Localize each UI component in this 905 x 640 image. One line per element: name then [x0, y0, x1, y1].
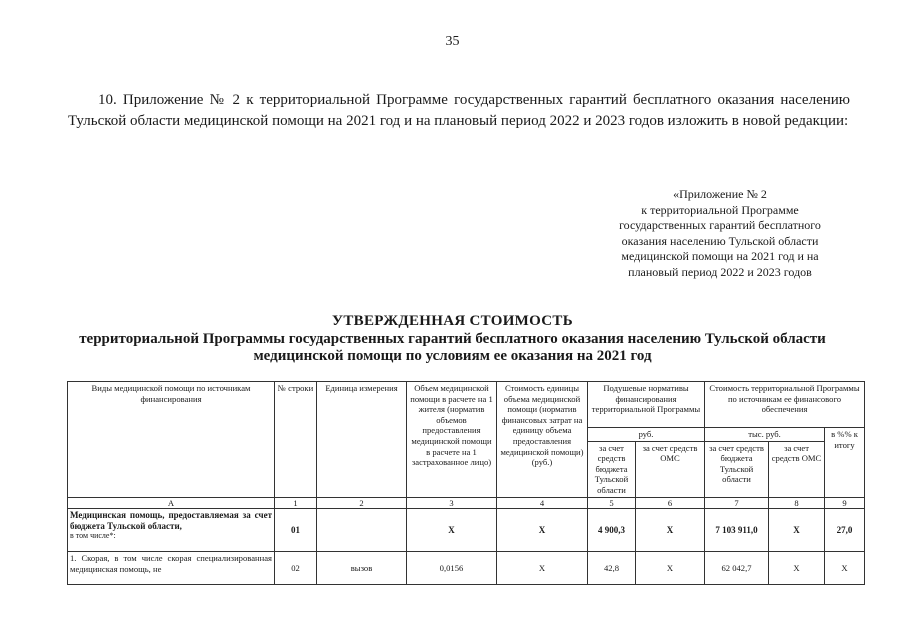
- column-index: 6: [636, 497, 705, 509]
- appendix-line: оказания населению Тульской области: [621, 233, 819, 248]
- column-index: 7: [705, 497, 769, 509]
- row-name-note: в том числе*:: [70, 531, 116, 541]
- table-row: [68, 552, 865, 585]
- row-cost-budget: 62 042,7: [705, 552, 769, 585]
- row-no: 01: [275, 509, 317, 552]
- column-index: 9: [825, 497, 865, 509]
- header-per-capita: Подушевые нормативы финансирования территориальной Программы: [588, 382, 705, 428]
- table-row: [68, 509, 865, 552]
- row-per-capita-budget: 4 900,3: [588, 509, 636, 552]
- header-types: Виды медицинской помощи по источникам финансирования: [68, 382, 275, 498]
- row-per-capita-budget: 42,8: [588, 552, 636, 585]
- header-percent: в %% к итогу: [825, 428, 865, 498]
- header-volume: Объем медицинской помощи в расчете на 1 жителя (норматив объемов предоставления медицинской помощи в расчете на 1 застрахованное лицо): [407, 382, 497, 498]
- row-unit: вызов: [317, 552, 407, 585]
- appendix-line: медицинской помощи на 2021 год и на: [621, 249, 819, 263]
- row-name-cell: [68, 509, 275, 552]
- column-index: 1: [275, 497, 317, 509]
- header-cost-oms: за счет средств ОМС: [769, 441, 825, 497]
- appendix-line: «Приложение № 2: [673, 187, 767, 201]
- header-per-capita-unit: руб.: [588, 428, 705, 442]
- header-row-no: № строки: [275, 382, 317, 498]
- appendix-line: к территориальной Программе: [641, 202, 799, 217]
- column-index: 5: [588, 497, 636, 509]
- row-name: Медицинская помощь, предоставляемая за счет бюджета Тульской области,: [70, 510, 272, 531]
- appendix-line: государственных гарантий бесплатного: [619, 218, 821, 232]
- header-unit: Единица измерения: [317, 382, 407, 498]
- row-per-capita-oms: Х: [636, 552, 705, 585]
- column-index: 4: [497, 497, 588, 509]
- row-name: 1. Скорая, в том числе скорая специализированная медицинская помощь, не: [68, 552, 275, 585]
- header-per-capita-oms: за счет средств ОМС: [636, 441, 705, 497]
- row-volume: 0,0156: [407, 552, 497, 585]
- document-subtitle-line-1: территориальной Программы государственных гарантий бесплатного оказания населению Тульской области: [79, 331, 826, 347]
- row-unit: [317, 509, 407, 552]
- row-no: 02: [275, 552, 317, 585]
- appendix-line: плановый период 2022 и 2023 годов: [628, 264, 812, 279]
- header-cost: Стоимость территориальной Программы по источникам ее финансового обеспечения: [705, 382, 865, 428]
- column-index: А: [68, 497, 275, 509]
- header-cost-budget: за счет средств бюджета Тульской области: [705, 441, 769, 497]
- row-unit-cost: Х: [497, 552, 588, 585]
- column-index: 8: [769, 497, 825, 509]
- document-title: УТВЕРЖДЕННАЯ СТОИМОСТЬ: [332, 313, 573, 329]
- row-cost-oms: Х: [769, 509, 825, 552]
- column-index: 3: [407, 497, 497, 509]
- row-cost-oms: Х: [769, 552, 825, 585]
- header-unit-cost: Стоимость единицы объема медицинской помощи (норматив финансовых затрат на единицу объема предоставления медицинской помощи) (руб.): [497, 382, 588, 498]
- intro-paragraph: 10. Приложение № 2 к территориальной Программе государственных гарантий бесплатного оказания населению Тульской области медицинской помощи на 2021 год и на плановый период 2022 и 2023 годов изложить в новой редакции:: [68, 92, 850, 129]
- row-percent: Х: [825, 552, 865, 585]
- row-volume: Х: [407, 509, 497, 552]
- page-number: 35: [445, 34, 460, 49]
- appendix-caption: [580, 187, 860, 280]
- header-per-capita-budget: за счет средств бюджета Тульской области: [588, 441, 636, 497]
- cost-table: [67, 381, 865, 585]
- row-per-capita-oms: Х: [636, 509, 705, 552]
- document-subtitle-line-2: медицинской помощи по условиям ее оказания на 2021 год: [253, 348, 652, 364]
- row-percent: 27,0: [825, 509, 865, 552]
- header-cost-unit: тыс. руб.: [705, 428, 825, 442]
- row-cost-budget: 7 103 911,0: [705, 509, 769, 552]
- column-index: 2: [317, 497, 407, 509]
- row-unit-cost: Х: [497, 509, 588, 552]
